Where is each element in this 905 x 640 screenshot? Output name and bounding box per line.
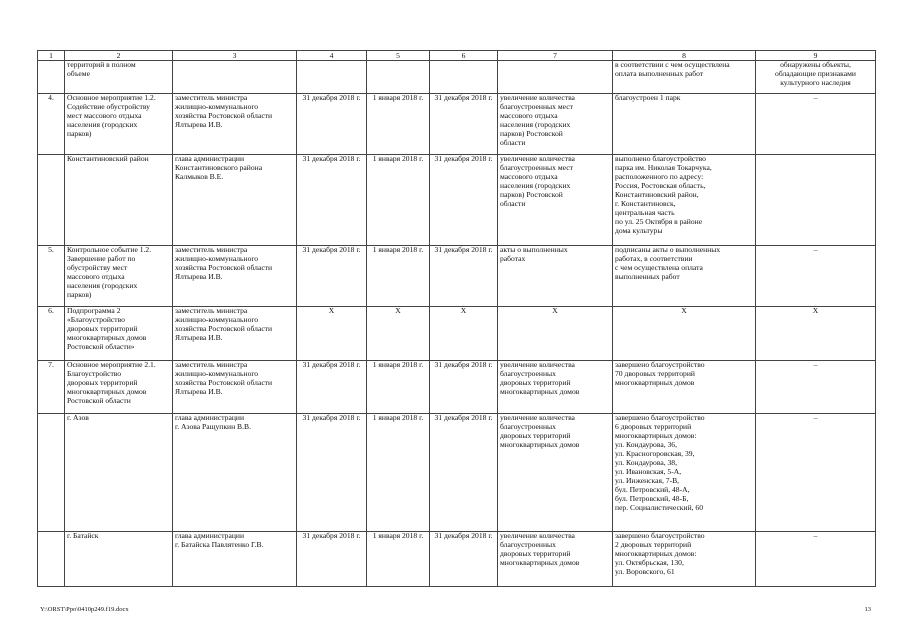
- table-cell-col-6: 31 декабря 2018 г.: [430, 246, 498, 307]
- table-cell-col-9: –: [756, 246, 876, 307]
- table-cell-col-2: Контрольное событие 1.2. Завершение работ по обустройству мест массового отдыха населения (городских парков): [65, 246, 173, 307]
- table-cell-col-2: Основное мероприятие 1.2. Содействие обустройству мест массового отдыха населения (городских парков): [65, 94, 173, 155]
- table-cell-col-8: завершено благоустройство 6 дворовых территорий многоквартирных домов: ул. Кондаурова, 36, ул. Красногоровская, 39, ул. Кондаурова, 38, ул. Ивановская, 5-А, ул. Инженская, 7-В, бул. Петровский, 48-А, бул. Петровский, 48-Б, пер. Социалистический, 60: [613, 414, 756, 532]
- table-cell-col-8: выполнено благоустройство парка им. Николая Токарчука, расположенного по адресу: Россия, Ростовская область, Константиновский район, г. Константиновск, центральная часть по ул. 25 Октября в районе дома культуры: [613, 155, 756, 246]
- table-row: [38, 155, 876, 246]
- table-cell-col-5: 1 января 2018 г.: [367, 414, 430, 532]
- table-cell-col-9: –: [756, 414, 876, 532]
- page-number: 13: [864, 606, 871, 613]
- table-body: [38, 51, 876, 587]
- column-number-row: [38, 51, 876, 61]
- table-cell-col-6: 31 декабря 2018 г.: [430, 155, 498, 246]
- col-number: 8: [613, 51, 756, 61]
- table-cell-col-4: 31 декабря 2018 г.: [297, 361, 367, 414]
- table-cell-col-4: 31 декабря 2018 г.: [297, 94, 367, 155]
- table-cell-col-8: подписаны акты о выполненных работах, в соответствии с чем осуществлена оплата выполненных работ: [613, 246, 756, 307]
- table-cell-col-7: увеличение количества благоустроенных дворовых территорий многоквартирных домов: [498, 532, 613, 587]
- table-row: [38, 414, 876, 532]
- table-cell-col-9: обнаружены объекты, обладающие признаками культурного наследия: [756, 61, 876, 94]
- table-cell-col-4: 31 декабря 2018 г.: [297, 532, 367, 587]
- table-cell-col-9: –: [756, 94, 876, 155]
- table-cell-col-7: увеличение количества благоустроенных дворовых территорий многоквартирных домов: [498, 361, 613, 414]
- report-table: [37, 50, 876, 587]
- table-cell-col-5: 1 января 2018 г.: [367, 246, 430, 307]
- table-cell-col-5: X: [367, 307, 430, 361]
- table-cell-col-5: [367, 61, 430, 94]
- table-cell-col-7: увеличение количества благоустроенных мест массового отдыха населения (городских парков) Ростовской области: [498, 155, 613, 246]
- table-cell-col-3: заместитель министра жилищно-коммунального хозяйства Ростовской области Ялтырева И.В.: [173, 246, 297, 307]
- footer-file-path: Y:\ORST\Ppo\0410p249.f19.docx: [40, 606, 129, 613]
- table-cell-col-5: 1 января 2018 г.: [367, 155, 430, 246]
- table-row: [38, 361, 876, 414]
- table-cell-col-6: 31 декабря 2018 г.: [430, 532, 498, 587]
- table-cell-col-3: [173, 61, 297, 94]
- table-cell-col-8: завершено благоустройство 70 дворовых территорий многоквартирных домов: [613, 361, 756, 414]
- table-cell-col-2: территорий в полном объеме: [65, 61, 173, 94]
- table-cell-col-3: заместитель министра жилищно-коммунального хозяйства Ростовской области Ялтырева И.В.: [173, 94, 297, 155]
- table-cell-col-5: 1 января 2018 г.: [367, 532, 430, 587]
- table-cell-col-1: 4.: [38, 94, 65, 155]
- table-row: [38, 61, 876, 94]
- col-number: 2: [65, 51, 173, 61]
- col-number: 1: [38, 51, 65, 61]
- col-number: 5: [367, 51, 430, 61]
- col-number: 4: [297, 51, 367, 61]
- table-row: [38, 532, 876, 587]
- table-cell-col-1: 7.: [38, 361, 65, 414]
- table-cell-col-4: X: [297, 307, 367, 361]
- table-cell-col-1: [38, 414, 65, 532]
- table-cell-col-2: Подпрограмма 2 «Благоустройство дворовых территорий многоквартирных домов Ростовской области»: [65, 307, 173, 361]
- table-cell-col-6: [430, 61, 498, 94]
- table-cell-col-5: 1 января 2018 г.: [367, 94, 430, 155]
- table-cell-col-4: 31 декабря 2018 г.: [297, 155, 367, 246]
- table-cell-col-8: завершено благоустройство 2 дворовых территорий многоквартирных домов: ул. Октябрьская, 130, ул. Воровского, 61: [613, 532, 756, 587]
- table-cell-col-2: г. Азов: [65, 414, 173, 532]
- table-cell-col-9: [756, 155, 876, 246]
- col-number: 9: [756, 51, 876, 61]
- table-cell-col-4: [297, 61, 367, 94]
- table-cell-col-8: благоустроен 1 парк: [613, 94, 756, 155]
- table-row: [38, 246, 876, 307]
- table-cell-col-9: –: [756, 361, 876, 414]
- table-cell-col-2: Константиновский район: [65, 155, 173, 246]
- table-cell-col-3: заместитель министра жилищно-коммунального хозяйства Ростовской области Ялтырева И.В.: [173, 307, 297, 361]
- table-cell-col-2: г. Батайск: [65, 532, 173, 587]
- col-number: 6: [430, 51, 498, 61]
- col-number: 3: [173, 51, 297, 61]
- table-cell-col-1: [38, 61, 65, 94]
- table-row: [38, 94, 876, 155]
- table-cell-col-5: 1 января 2018 г.: [367, 361, 430, 414]
- table-cell-col-7: акты о выполненных работах: [498, 246, 613, 307]
- table-cell-col-1: 5.: [38, 246, 65, 307]
- table-cell-col-6: 31 декабря 2018 г.: [430, 94, 498, 155]
- table-cell-col-3: глава администрации Константиновского района Калмыков В.Е.: [173, 155, 297, 246]
- table-cell-col-1: 6.: [38, 307, 65, 361]
- table-cell-col-9: –: [756, 532, 876, 587]
- table-cell-col-6: 31 декабря 2018 г.: [430, 414, 498, 532]
- table-cell-col-8: X: [613, 307, 756, 361]
- table-cell-col-7: [498, 61, 613, 94]
- table-cell-col-8: в соответствии с чем осуществлена оплата выполненных работ: [613, 61, 756, 94]
- table-cell-col-6: X: [430, 307, 498, 361]
- table-cell-col-9: X: [756, 307, 876, 361]
- table-cell-col-7: X: [498, 307, 613, 361]
- table-cell-col-1: [38, 155, 65, 246]
- table-cell-col-1: [38, 532, 65, 587]
- table-cell-col-3: глава администрации г. Батайска Павлятенко Г.В.: [173, 532, 297, 587]
- table-cell-col-7: увеличение количества благоустроенных дворовых территорий многоквартирных домов: [498, 414, 613, 532]
- table-row: [38, 307, 876, 361]
- table-cell-col-4: 31 декабря 2018 г.: [297, 246, 367, 307]
- table-cell-col-6: 31 декабря 2018 г.: [430, 361, 498, 414]
- table-cell-col-7: увеличение количества благоустроенных мест массового отдыха населения (городских парков) Ростовской области: [498, 94, 613, 155]
- table-cell-col-2: Основное мероприятие 2.1. Благоустройство дворовых территорий многоквартирных домов Ростовской области: [65, 361, 173, 414]
- table-cell-col-3: заместитель министра жилищно-коммунального хозяйства Ростовской области Ялтырева И.В.: [173, 361, 297, 414]
- table-cell-col-4: 31 декабря 2018 г.: [297, 414, 367, 532]
- col-number: 7: [498, 51, 613, 61]
- table-cell-col-3: глава администрации г. Азова Ращупкин В.В.: [173, 414, 297, 532]
